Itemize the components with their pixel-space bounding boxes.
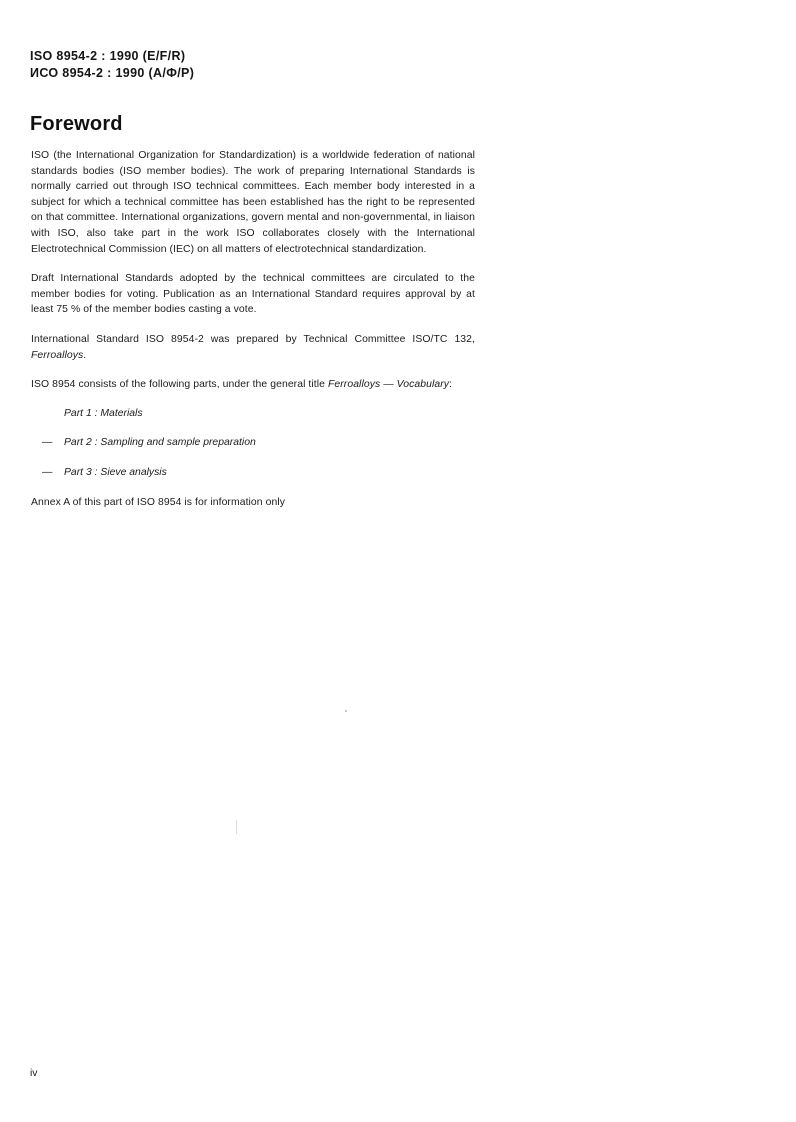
scan-speck [236,820,237,834]
header-standard-id-latin: ISO 8954-2 : 1990 (E/F/R) [30,49,186,63]
list-item [31,406,475,422]
page-number: iv [30,1068,38,1079]
committee-subject-italic: Ferroalloys [31,349,84,361]
document-header [30,48,530,82]
general-title-italic: Ferroalloys — Vocabulary [327,379,450,391]
list-item-label: Part 3 : Sieve analysis [64,466,167,478]
paragraph-iso-description: ISO (the International Organization for Standardization) is a worldwide federation of national standards bodies (ISO member bodies). The work of preparing International Standards is normally carried out through ISO technical committees. Each member body interested in a subject for which a technical committee has been established has the right to be represented on that committee. International organizations, govern mental and non-governmental, in liaison with ISO, also take part in the work ISO collaborates closely with the International Electrotechnical Commission (IEC) on all matters of electrotechnical standardization. [31,150,475,255]
parts-list [31,406,475,481]
header-standard-id-cyrillic: ИСО 8954-2 : 1990 (А/Ф/Р) [30,66,195,80]
paragraph-prepared-by-suffix: . [83,349,87,361]
list-item-dash: — [42,466,53,478]
list-item [31,435,475,451]
paragraph-prepared-by-text: International Standard ISO 8954-2 was prepared by Technical Committee ISO/TC 132, [31,333,475,345]
paragraph-annex-note: Annex A of this part of ISO 8954 is for information only [31,496,285,508]
list-item [31,465,475,481]
page-title: Foreword [30,113,123,135]
paragraph-parts-intro-suffix: : [449,379,453,391]
list-item-label: Part 1 : Materials [64,407,143,419]
document-body [31,148,475,524]
paragraph-prepared-by [31,332,475,363]
paragraph-parts-intro-text: ISO 8954 consists of the following parts, under the general title [31,379,325,391]
list-item-label: Part 2 : Sampling and sample preparation [64,437,256,449]
paragraph-draft-standards: Draft International Standards adopted by the technical committees are circulated to the member bodies for voting. Publication as an International Standard requires approval by at least 75 % of the member bodies casting a vote. [31,273,475,316]
list-item-dash: — [42,437,53,449]
paragraph-parts-intro [31,377,475,393]
scan-speck [345,710,347,712]
